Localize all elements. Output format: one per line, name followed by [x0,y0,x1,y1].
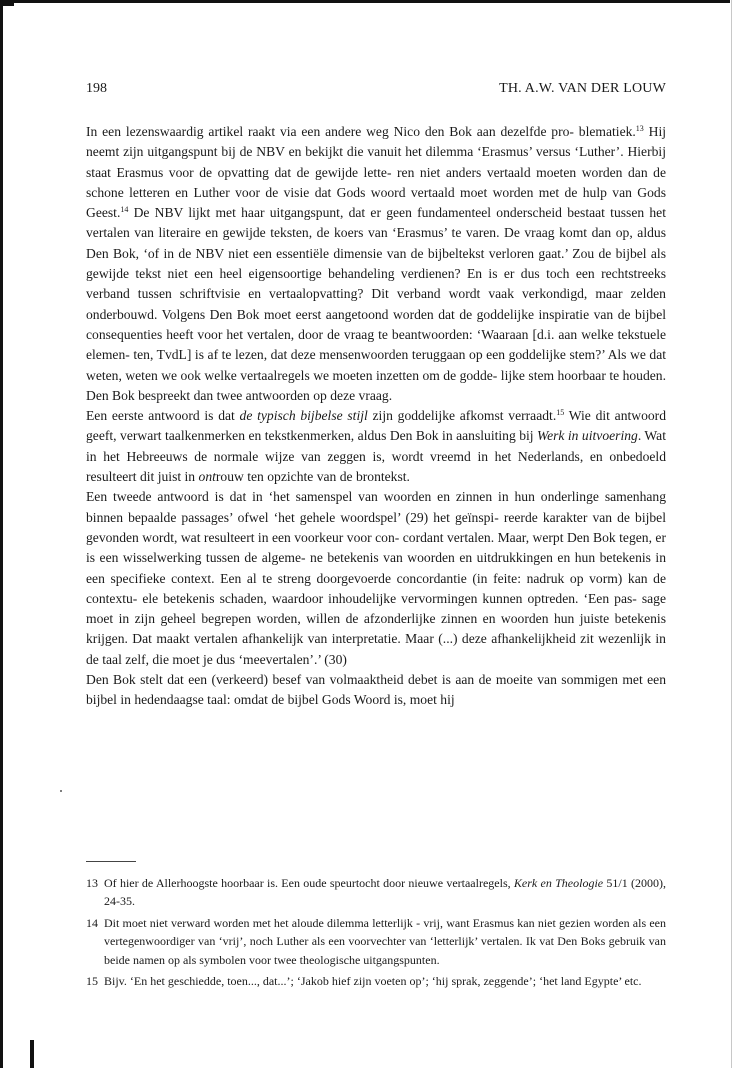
footnote-14 [86,914,666,969]
italic-prefix: ont [198,469,216,485]
text-line: Een tweede antwoord is dat in ‘het samenspel van woorden en zinnen in hun onderlinge [86,489,599,505]
footnote-ref-13: 13 [635,124,644,133]
text-line: ten, TvdL] is af te lezen, dat deze mensenwoorden teruggaan op een goddelijke stem?’ [133,347,605,363]
page-header [86,79,666,99]
text-line: blematiek. [578,124,636,139]
text-line: hun juiste betekenis krijgen. Dat maakt vertalen afhankelijk van interpretatie. Maar (...) [86,611,666,647]
scan-border-right [731,0,732,1068]
footnote-text: 51/1 (2000), 24-35. [104,876,667,909]
text-line: reerde karakter van de bijbel gevonden wordt, wat resulteert in een voorkeur voor con- [86,509,666,545]
paragraph-3 [86,487,666,670]
footnote-text: Dit moet niet verward worden met het aloude dilemma letterlijk - vrij, want Erasmus kan niet gezien worden als een vertegenwoordiger van ‘vrij’, noch Luther als een voorvechter van ‘letterlijk’ vertalen. Ik vat Den Boks gebruik van beide namen op als symbolen voor twee theologische uitgangspunten. [104,915,666,967]
footnote-text: Bijv. ‘En het geschiedde, toen..., dat...’; ‘Jakob hief zijn voeten op’; ‘hij sprak, zeggende’; ‘het land Egypte’ etc. [104,974,642,989]
running-head: TH. A.W. VAN DER LOUW [499,81,666,96]
text-line: cordant vertalen. Maar, werpt Den Bok tegen, er is een wisselwerking tussen de algeme- [86,529,666,566]
scan-speck [60,790,62,792]
scan-mark-bottom [30,1040,34,1068]
text-line: verband wordt vaak verkondigd, maar zelden onderbouwd. Volgens Den Bok moet eerst [86,286,666,322]
text-line: aangetoond worden dat de goddelijke inspiratie van de bijbel consequenties heeft voor [86,306,666,342]
scan-border-top [8,0,730,3]
footnote-text: Of hier de Allerhoogste hoorbaar is. Een oude speurtocht door nieuwe vertaalregels, [104,876,514,890]
page-number: 198 [86,81,107,96]
text-line: is, wordt vreemd in het Nederlands, en onbedoeld resulteert dit juist in [86,448,667,485]
text-line: Den Bok stelt dat een (verkeerd) besef van volmaaktheid debet is aan de moeite van [86,672,557,688]
text-line: sage moet in zijn geheel begrepen worden, willen de afzonderlijke zinnen en woorden [86,590,666,627]
footnote-ref-15: 15 [556,408,565,418]
text-line: . Wat in het Hebreeuws de normale wijze van zeggen [86,428,666,464]
text-line: aansluiting bij [456,428,538,444]
text-line: literaire en gewijde teksten, de koers van ‘Erasmus’ te varen. De vraag komt dan op, [158,225,633,241]
footnote-italic-title: Kerk en Theologie [513,876,604,890]
text-line: aldus Den Bok, ‘of in de NBV niet een essentiële dimensie van de bijbeltekst verloren [86,225,666,261]
text-line: het vertalen, door de vraag te beantwoorden: ‘Waaraan [d.i. aan welke tekstuele elemen- [86,326,667,363]
text-line: In een lezenswaardig artikel raakt via een andere weg Nico den Bok aan dezelfde pro- [86,124,574,139]
text-line: rouw ten [215,469,264,485]
text-line: zijn goddelijke afkomst verraadt. [367,408,557,424]
footnotes [86,874,666,993]
footnote-number: 14 [86,915,98,930]
scan-border-left [0,0,3,1068]
text-line: ren niet anders vertaald moeten worden dan de schone letteren en Luther voor de visie [86,164,666,200]
footnote-15 [86,972,666,990]
text-line: Een eerste antwoord is dat [86,408,240,424]
text-line: Hij neemt zijn uitgangspunt bij de NBV en bekijkt die vanuit het dilemma [86,124,666,160]
text-line: gaat.’ Zou de bijbel als gewijde tekst niet een heel eigensoortige behandeling verdienen? [86,245,666,282]
text-line: samenhang binnen bepaalde passages’ ofwel ‘het gehele woordspel’ (29) het geïnspi- [86,489,666,525]
paragraph-2 [86,406,666,487]
footnote-number: 13 [86,876,98,890]
footnote-separator [86,861,136,862]
text-line: opzichte van de brontekst. [267,469,410,485]
text-line: En is er dus toch een rechtstreeks verband tussen schriftvisie en vertaalopvatting? Dit [86,266,667,302]
italic-title: Werk in uitvoering [537,428,638,444]
footnote-ref-14: 14 [120,205,129,215]
text-line: lijke stem hoorbaar te houden. Den Bok bespreekt dan twee antwoorden op deze vraag. [86,367,666,403]
text-line: dat Gods woord vertaald moet worden met de hulp van Gods Geest. [86,184,666,221]
text-line: ne betekenis van woorden en uitdrukkingen en hun betekenis in een specifieke context. [86,550,667,586]
paragraph-1 [86,122,666,406]
text-line: ele betekenis schaden, waardoor inhoudelijke vervormingen kunnen optreden. ‘Een pas- [142,590,637,606]
text-line: ‘Erasmus’ versus ‘Luther’. Hierbij staat Erasmus voor de opvatting dat de gewijde lette- [86,144,666,180]
text-line: haar uitgangspunt, dat er geen fundamenteel onderscheid bestaat tussen het vertalen van [86,205,666,241]
text-line: Een al te streng doorgevoerde concordantie (in feite: nadruk op vorm) kan de contextu- [86,570,666,606]
text-line: Als we dat weten, weten we ook welke vertaalregels we moeten inzetten om de godde- [86,347,667,383]
body-text [86,122,666,711]
italic-phrase: de typisch bijbelse stijl [239,408,368,424]
text-line: De NBV lijkt met [128,205,236,221]
footnote-number: 15 [86,974,98,989]
paragraph-4 [86,670,666,711]
text-line: Wie dit antwoord geeft, verwart taalkenmerken en tekstkenmerken, aldus Den Bok in [86,408,667,444]
text-line: deze afhankelijkheid zit wezenlijk in de taal zelf, die moet je dus ‘meevertalen’.’ (30) [86,631,666,667]
scan-corner [0,0,14,6]
footnote-13 [86,874,666,911]
text-line: sommigen met een bijbel in hedendaagse taal: omdat de bijbel Gods Woord is, moet hij [86,672,667,708]
